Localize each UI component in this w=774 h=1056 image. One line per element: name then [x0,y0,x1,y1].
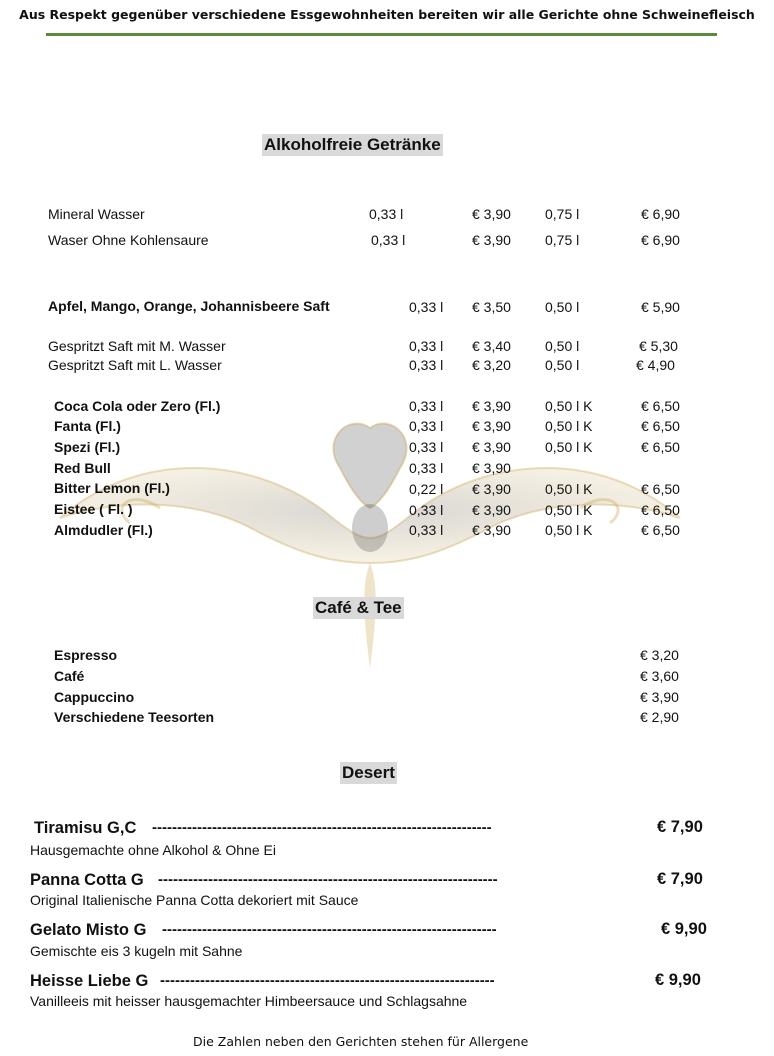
dessert-name: Tiramisu G,C [34,819,137,837]
drink-volume-large: 0,50 l K [545,481,593,497]
drink-volume-small: 0,33 l [371,232,406,248]
allergen-footnote: Die Zahlen neben den Gerichten stehen für Allergene [193,1034,529,1049]
drink-price-large: € 6,50 [641,398,680,414]
drink-volume-large: 0,75 l [545,232,580,248]
drink-price-large: € 6,50 [641,481,680,497]
drink-price-small: € 3,20 [472,357,511,373]
drink-price-large: € 6,50 [641,522,680,538]
drink-volume-small: 0,33 l [409,439,444,455]
drink-volume-small: 0,33 l [409,299,444,315]
drink-price-small: € 3,90 [472,460,511,476]
cafe-item-price: € 3,90 [640,689,679,705]
drink-volume-large: 0,50 l K [545,418,593,434]
dessert-price: € 7,90 [657,818,703,836]
drink-volume-small: 0,33 l [409,398,444,414]
section-heading-cafe: Café & Tee [315,598,402,617]
drink-price-small: € 3,90 [472,522,511,538]
cafe-item-price: € 2,90 [640,709,679,725]
drink-price-large: € 5,90 [641,299,680,315]
dessert-name: Heisse Liebe G [30,972,149,990]
dessert-description: Gemischte eis 3 kugeln mit Sahne [30,943,243,959]
cafe-item-name: Verschiedene Teesorten [54,709,215,725]
drink-volume-large: 0,50 l [545,357,580,373]
pork-free-notice: Aus Respekt gegenüber verschiedene Essgewohnheiten bereiten wir alle Gerichte ohne Schweinefleisch [19,7,755,22]
drink-name: Eistee ( Fl. ) [54,501,133,517]
header-rule [46,33,717,36]
drink-volume-small: 0,33 l [409,522,444,538]
drink-name: Gespritzt Saft mit M. Wasser [48,338,226,354]
dessert-description: Original Italienische Panna Cotta dekoriert mit Sauce [30,892,359,908]
drink-volume-small: 0,22 l [409,481,444,497]
drink-volume-small: 0,33 l [409,357,444,373]
drink-volume-large: 0,50 l K [545,502,593,518]
drink-price-small: € 3,90 [472,206,511,222]
dessert-price: € 9,90 [655,971,701,989]
drink-name: Gespritzt Saft mit L. Wasser [48,357,222,373]
drink-volume-large: 0,50 l K [545,398,593,414]
drink-price-small: € 3,90 [472,502,511,518]
drink-volume-small: 0,33 l [409,338,444,354]
drink-name: Waser Ohne Kohlensaure [48,232,209,248]
dessert-price: € 9,90 [661,920,707,938]
drink-volume-large: 0,75 l [545,206,580,222]
dessert-leader-dashes: ------------------------------------------------------------------- [160,972,495,989]
dessert-leader-dashes: -------------------------------------------------------------------- [152,819,492,836]
drink-price-small: € 3,90 [472,418,511,434]
drink-price-large: € 6,50 [641,439,680,455]
section-heading-soft-drinks: Alkoholfreie Getränke [264,135,441,154]
drink-volume-large: 0,50 l K [545,522,593,538]
drink-price-large: € 5,30 [639,338,678,354]
cafe-item-name: Cappuccino [54,689,135,705]
cafe-item-price: € 3,20 [640,647,679,663]
drink-name: Fanta (Fl.) [54,418,121,434]
dessert-leader-dashes: ------------------------------------------------------------------- [162,921,497,938]
drink-price-small: € 3,90 [472,232,511,248]
drink-name: Red Bull [54,460,111,476]
dessert-description: Hausgemachte ohne Alkohol & Ohne Ei [30,842,276,858]
drink-volume-large: 0,50 l [545,299,580,315]
cafe-item-price: € 3,60 [640,668,679,684]
drink-price-large: € 4,90 [636,357,675,373]
drink-name: Bitter Lemon (Fl.) [54,480,170,496]
drink-price-large: € 6,90 [641,206,680,222]
section-heading-dessert: Desert [342,763,395,782]
drink-volume-small: 0,33 l [409,460,444,476]
dessert-name: Gelato Misto G [30,921,147,939]
drink-price-large: € 6,50 [641,418,680,434]
cafe-item-name: Espresso [54,647,118,663]
dessert-price: € 7,90 [657,870,703,888]
drink-name: Coca Cola oder Zero (Fl.) [54,398,221,414]
drink-volume-small: 0,33 l [409,502,444,518]
dessert-description: Vanilleeis mit heisser hausgemachter Himbeersauce und Schlagsahne [30,993,468,1009]
drink-price-small: € 3,90 [472,481,511,497]
drink-price-small: € 3,50 [472,299,511,315]
drink-price-large: € 6,50 [641,502,680,518]
drink-volume-large: 0,50 l [545,338,580,354]
dessert-name: Panna Cotta G [30,871,144,889]
drink-volume-small: 0,33 l [369,206,404,222]
drink-name: Almdudler (Fl.) [54,522,153,538]
cafe-item-name: Café [54,668,85,684]
drink-name: Apfel, Mango, Orange, Johannisbeere Saft [48,298,330,314]
drink-price-small: € 3,90 [472,398,511,414]
dessert-leader-dashes: -------------------------------------------------------------------- [158,871,498,888]
drink-name: Mineral Wasser [48,206,145,222]
drink-price-small: € 3,40 [472,338,511,354]
drink-volume-small: 0,33 l [409,418,444,434]
drink-volume-large: 0,50 l K [545,439,593,455]
drink-price-large: € 6,90 [641,232,680,248]
drink-price-small: € 3,90 [472,439,511,455]
drink-name: Spezi (Fl.) [54,439,121,455]
